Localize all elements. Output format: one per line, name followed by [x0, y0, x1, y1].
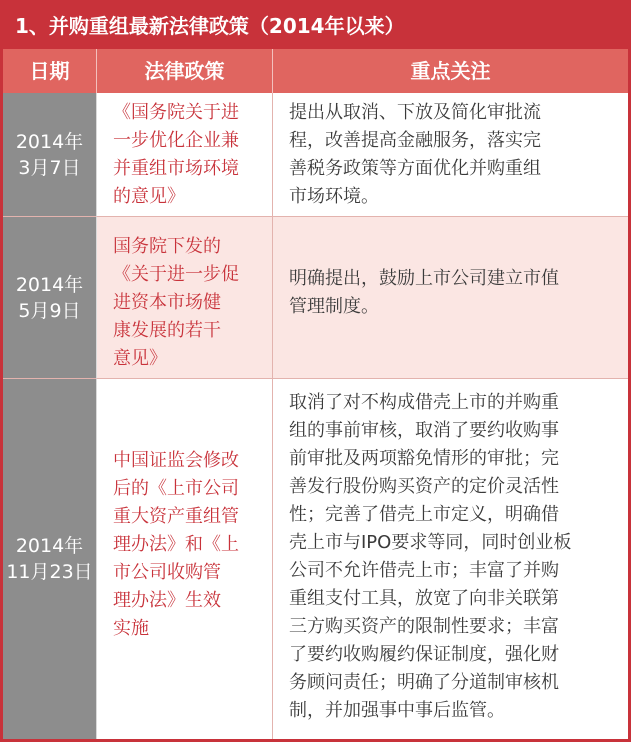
- date-line: 2014年: [15, 273, 84, 296]
- focus-line: 壳上市与IPO要求等同，同时创业板: [289, 532, 572, 553]
- focus-cell: [273, 217, 628, 379]
- law-line: 重大资产重组管: [113, 506, 239, 527]
- header-law: 法律政策: [97, 49, 273, 93]
- law-line: 实施: [113, 618, 149, 639]
- focus-line: 提出从取消、下放及简化审批流: [289, 102, 541, 123]
- date-line: 2014年: [15, 130, 84, 153]
- focus-line: 善税务政策等方面优化并购重组: [289, 158, 541, 179]
- law-cell: [97, 379, 273, 739]
- focus-line: 善发行股份购买资产的定价灵活性: [289, 476, 559, 497]
- focus-line: 制，并加强事中事后监管。: [289, 700, 505, 721]
- table-row: [3, 93, 628, 217]
- table-row: [3, 217, 628, 379]
- focus-line: 了要约收购履约保证制度，强化财: [289, 644, 559, 665]
- date-line: 5月9日: [18, 299, 81, 322]
- law-line: 一步优化企业兼: [113, 130, 239, 151]
- focus-line: 性；完善了借壳上市定义，明确借: [289, 504, 559, 525]
- focus-line: 公司不允许借壳上市；丰富了并购: [289, 560, 559, 581]
- focus-line: 前审批及两项豁免情形的审批；完: [289, 448, 559, 469]
- date-line: 3月7日: [18, 156, 81, 179]
- focus-line: 重组支付工具，放宽了向非关联第: [289, 588, 559, 609]
- focus-cell: [273, 93, 628, 217]
- date-cell: [3, 93, 97, 217]
- focus-line: 程，改善提高金融服务，落实完: [289, 130, 541, 151]
- table-title: 1、并购重组最新法律政策（2014年以来）: [3, 3, 628, 49]
- date-line: 2014年: [15, 535, 84, 557]
- date-cell: [3, 379, 97, 739]
- law-line: 市公司收购管: [113, 562, 221, 583]
- date-cell: [3, 217, 97, 379]
- focus-line: 务顾问责任；明确了分道制审核机: [289, 672, 559, 693]
- law-line: 并重组市场环境: [113, 158, 239, 179]
- law-line: 的意见》: [113, 186, 185, 207]
- law-line: 进资本市场健: [113, 292, 221, 313]
- focus-line: 明确提出，鼓励上市公司建立市值: [289, 268, 559, 289]
- focus-line: 三方购买资产的限制性要求；丰富: [289, 616, 559, 637]
- law-line: 《国务院关于进: [113, 102, 239, 123]
- law-line: 意见》: [113, 348, 167, 369]
- focus-line: 组的事前审核，取消了要约收购事: [289, 420, 559, 441]
- table-row: [3, 379, 628, 739]
- focus-line: 市场环境。: [289, 186, 379, 207]
- header-focus: 重点关注: [410, 59, 491, 83]
- focus-line: 取消了对不构成借壳上市的并购重: [289, 392, 559, 413]
- table-header-row: [3, 49, 628, 93]
- law-line: 理办法》和《上: [113, 534, 239, 555]
- law-line: 理办法》生效: [113, 590, 221, 611]
- date-line: 11月23日: [6, 561, 93, 583]
- law-line: 后的《上市公司: [113, 478, 239, 499]
- law-line: 中国证监会修改: [113, 450, 239, 471]
- law-cell: [97, 93, 273, 217]
- header-date: 日期: [3, 49, 97, 93]
- focus-line: 管理制度。: [289, 296, 379, 317]
- law-line: 《关于进一步促: [113, 264, 239, 285]
- focus-cell: [273, 379, 628, 739]
- law-cell: [97, 217, 273, 379]
- law-line: 国务院下发的: [113, 236, 221, 257]
- law-line: 康发展的若干: [113, 320, 221, 341]
